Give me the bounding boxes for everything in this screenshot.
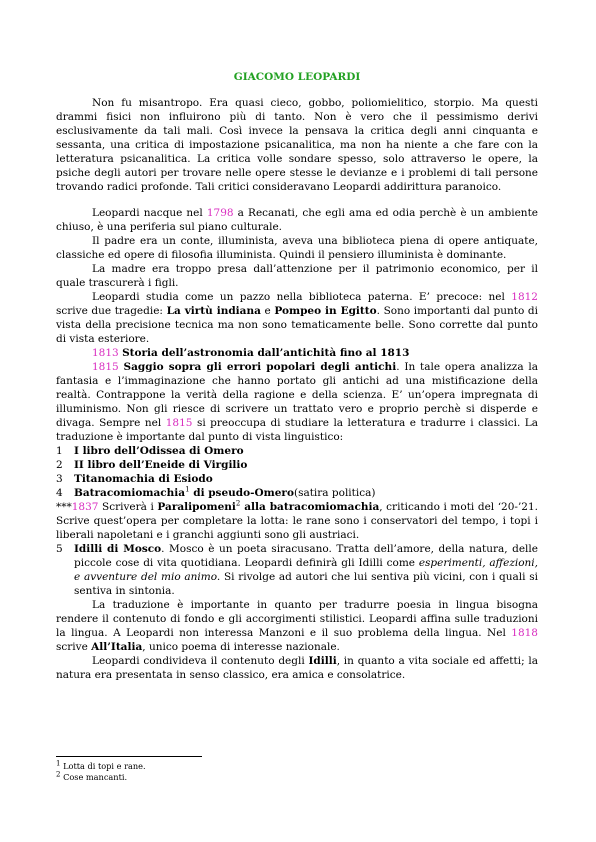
text-run: scrive due tragedie: <box>56 305 167 317</box>
list-item <box>56 458 538 472</box>
footnotes <box>56 756 538 783</box>
year-highlight: 1815 <box>92 361 119 373</box>
footnote-divider <box>56 756 202 757</box>
work-title: All’Italia <box>91 641 143 653</box>
list-item <box>56 444 538 458</box>
text-run: scrive <box>56 641 92 653</box>
line-1813 <box>56 346 538 360</box>
year-highlight: 1818 <box>511 627 538 639</box>
work-title: Saggio sopra gli errori popolari degli antichi <box>123 361 397 373</box>
list-text <box>74 486 538 500</box>
paragraph-studies <box>56 290 538 346</box>
list-number: 1 <box>56 445 63 457</box>
text-run: , in quanto a vita sociale ed affetti; la natura era presentata in senso classico, era amica e consolatrice. <box>56 655 538 681</box>
footnote <box>56 761 538 772</box>
work-title: Pompeo in Egitto <box>274 305 377 317</box>
paragraph-idilli <box>56 654 538 682</box>
footnote-number: 1 <box>56 759 61 768</box>
work-title: alla batracomiomachia <box>240 501 380 513</box>
footnote-text: Cose mancanti. <box>60 772 128 782</box>
year-highlight: 1837 <box>71 501 99 513</box>
text-run: Si rivolge ad autori che lui sentiva più vicini, con i quali si sentiva in sintonia. <box>74 571 538 597</box>
text-run: a Recanati, che egli ama ed odia perchè è un ambiente chiuso, è una periferia sul piano culturale. <box>56 207 538 233</box>
work-title: di pseudo-Omero <box>189 487 294 499</box>
year-highlight: 1813 <box>92 347 119 359</box>
list-text <box>74 542 538 598</box>
paragraph-saggio <box>56 360 538 444</box>
list-number: 2 <box>56 459 63 471</box>
work-title: Idilli <box>308 655 337 667</box>
list-number: 3 <box>56 473 63 485</box>
document-page <box>56 70 538 682</box>
work-title: Batracomiomachia <box>74 487 186 499</box>
paragraph-intro: Non fu misantropo. Era quasi cieco, gobbo, poliomielitico, storpio. Ma questi drammi fisici non influirono più di tanto. Non è vero che il pessimismo derivi esclusivamente da tali mali. Così invece la pensava la critica degli anni cinquanta e sessanta, una critica di impostazione psicanalitica, ma non ha niente a che fare con la letteratura psicanalitica. La critica volle sondare spesso, solo attraverso le opere, la psiche degli autori per trovare nelle opere stesse le devianze e i problemi di tali persone trovando radici profonde. Tali critici consideravano Leopardi addirittura paranoico. <box>56 97 538 193</box>
work-title: Paralipomeni <box>157 501 236 513</box>
year-highlight: 1815 <box>165 417 193 429</box>
text-run: Leopardi studia come un pazzo nella biblioteca paterna. E’ precoce: nel <box>92 291 512 303</box>
text-run: . In tale opera analizza la fantasia e l’immaginazione che hanno portato gli antichi ad una mistificazione della realtà. Contrappone la verità della ragione e della scienza. E’ un’opera impregnata di illuminismo. Non gli riesce di scrivere un trattato vero e proprio perchè si disperde e divaga. Sempre nel <box>56 361 539 429</box>
paragraph-father: Il padre era un conte, illuminista, aveva una biblioteca piena di opere antiquate, classiche ed opere di filosofia illuminista. Quindi il pensiero illuminista è dominante. <box>56 235 538 261</box>
text-run: Leopardi condivideva il contenuto degli <box>92 655 309 667</box>
work-title: I libro dell’Odissea di Omero <box>74 445 244 457</box>
footnote-ref[interactable]: 1 <box>185 485 190 494</box>
text-run: , criticando i moti del ‘20-’21. Scrive quest’opera per completare la lotta: le rane sono i conservatori del tempo, i topi i liberali napoletani e i granchi aggiunti sono gli austriaci. <box>56 501 538 541</box>
work-title: Titanomachia di Esiodo <box>74 473 213 485</box>
text-run: si preoccupa di studiare la letteratura e tradurre i classici. La traduzione è importante dal punto di vista linguistico: <box>56 417 538 443</box>
text-run: La traduzione è importante in quanto per tradurre poesia in lingua bisogna rendere il contenuto di fondo e gli accorgimenti stilistici. Leopardi affina sulle traduzioni la lingua. A Leopardi non interessa Manzoni e il suo problema della lingua. Nel <box>56 599 538 639</box>
text-run: (satira politica) <box>293 487 376 499</box>
list-item <box>56 542 538 598</box>
text-run: . Sono importanti dal punto di vista della precisione tecnica ma non sono tematicamente belle. Sono corrette dal punto di vista esteriore. <box>56 305 538 345</box>
paragraph-translation <box>56 598 538 654</box>
footnote-text: Lotta di topi e rane. <box>60 761 146 771</box>
list-number: 5 <box>56 543 63 555</box>
work-title: II libro dell’Eneide di Virgilio <box>74 459 248 471</box>
work-title: Storia dell’astronomia dall’antichità fino al 1813 <box>122 347 410 359</box>
text-run: . Mosco è un poeta siracusano. Tratta dell’amore, della natura, delle piccole cose di vita quotidiana. Leopardi definirà gli Idilli come <box>74 543 538 569</box>
list-number: 4 <box>56 487 63 499</box>
paragraph-paralipomeni <box>56 500 538 542</box>
paragraph-mother: La madre era troppo presa dall’attenzione per il patrimonio economico, per il quale trascurerà i figli. <box>56 263 538 289</box>
quote: esperimenti, affezioni, e avventure del mio animo. <box>74 557 539 583</box>
footnote-ref[interactable]: 2 <box>235 499 241 508</box>
year-highlight: 1798 <box>206 207 234 219</box>
footnote <box>56 772 538 783</box>
text-run: Leopardi nacque nel <box>92 207 207 219</box>
text-run: Scriverà i <box>98 501 158 513</box>
text-run: *** <box>56 501 72 513</box>
text-run: , unico poema di interesse nazionale. <box>142 641 340 653</box>
work-title: La virtù indiana <box>166 305 261 317</box>
paragraph-birth <box>56 206 538 234</box>
year-highlight: 1812 <box>511 291 538 303</box>
text-run: e <box>260 305 275 317</box>
list-item <box>56 472 538 486</box>
work-title: Idilli di Mosco <box>74 543 162 555</box>
list-item <box>56 486 538 500</box>
page-title: GIACOMO LEOPARDI <box>233 71 361 83</box>
footnote-number: 2 <box>56 770 61 779</box>
